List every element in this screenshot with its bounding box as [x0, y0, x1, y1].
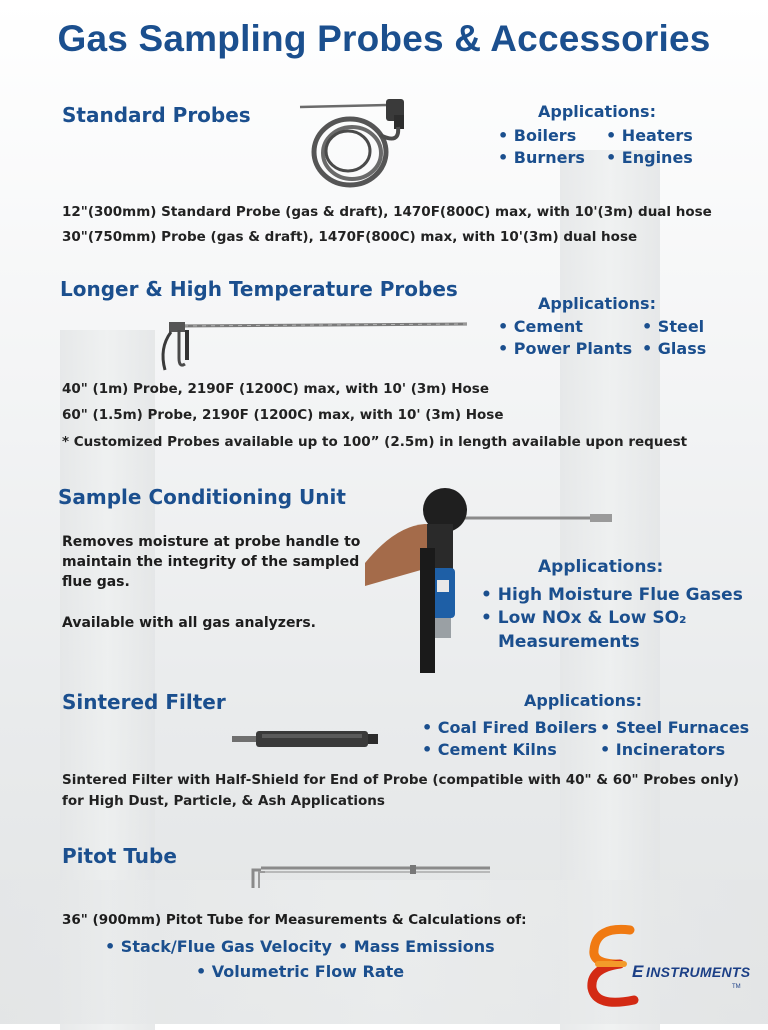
pitot-app-velocity: • Stack/Flue Gas Velocity — [105, 937, 332, 956]
conditioning-app-measurements: Measurements — [498, 632, 640, 652]
standard-probe-line-2: 30"(750mm) Probe (gas & draft), 1470F(800C) max, with 10'(3m) dual hose — [62, 229, 638, 245]
sintered-filter-line-2: for High Dust, Particle, & Ash Applications — [62, 793, 385, 809]
sintered-app-cement-kilns: • Cement Kilns — [422, 740, 557, 759]
sintered-applications-heading: Applications: — [524, 691, 642, 710]
sintered-app-coal-boilers: • Coal Fired Boilers — [422, 718, 597, 737]
standard-app-engines: • Engines — [606, 148, 693, 167]
page-title: Gas Sampling Probes & Accessories — [57, 18, 711, 59]
standard-probe-line-1: 12"(300mm) Standard Probe (gas & draft), 1470F(800C) max, with 10'(3m) dual hose — [62, 204, 712, 220]
longer-probe-line-2: 60" (1.5m) Probe, 2190F (1200C) max, with 10' (3m) Hose — [62, 407, 504, 423]
longer-probe-line-1: 40" (1m) Probe, 2190F (1200C) max, with 10' (3m) Hose — [62, 381, 489, 397]
longer-app-cement: • Cement — [498, 317, 583, 336]
high-temp-probe-image — [155, 318, 475, 378]
standard-app-heaters: • Heaters — [606, 126, 693, 145]
logo-e-letter: E — [632, 962, 644, 981]
sintered-filter-image — [232, 728, 382, 752]
logo-text: INSTRUMENTS — [646, 964, 751, 980]
sintered-app-steel-furnaces: • Steel Furnaces — [600, 718, 750, 737]
conditioning-app-high-moisture: • High Moisture Flue Gases — [481, 585, 743, 605]
longer-applications-heading: Applications: — [538, 294, 656, 313]
sintered-app-incinerators: • Incinerators — [600, 740, 726, 759]
longer-probes-heading: Longer & High Temperature Probes — [60, 277, 458, 301]
conditioning-app-low-nox: • Low NOx & Low SO₂ — [481, 608, 687, 628]
pitot-tube-image — [245, 860, 495, 892]
pitot-app-volumetric-flow: • Volumetric Flow Rate — [196, 962, 405, 981]
pitot-app-mass-emissions: • Mass Emissions — [338, 937, 495, 956]
longer-app-glass: • Glass — [642, 339, 707, 358]
pitot-tube-description: 36" (900mm) Pitot Tube for Measurements & Calculations of: — [62, 912, 527, 928]
longer-app-steel: • Steel — [642, 317, 705, 336]
standard-applications-heading: Applications: — [538, 102, 656, 121]
sintered-filter-heading: Sintered Filter — [62, 690, 226, 714]
standard-probe-image — [290, 95, 420, 195]
conditioning-description: Removes moisture at probe handle to maintain the integrity of the sampled flue gas. — [62, 534, 361, 590]
conditioning-unit-heading: Sample Conditioning Unit — [58, 485, 346, 509]
pitot-tube-heading: Pitot Tube — [62, 844, 177, 868]
standard-app-boilers: • Boilers — [498, 126, 577, 145]
sintered-filter-line-1: Sintered Filter with Half-Shield for End of Probe (compatible with 40" & 60" Probes only) — [62, 772, 740, 788]
e-instruments-logo — [584, 920, 754, 1010]
standard-app-burners: • Burners — [498, 148, 585, 167]
conditioning-availability: Available with all gas analyzers. — [62, 615, 316, 631]
conditioning-applications-heading: Applications: — [538, 557, 664, 577]
logo-trademark: TM — [732, 984, 741, 990]
standard-probes-heading: Standard Probes — [62, 103, 251, 127]
longer-app-power-plants: • Power Plants — [498, 339, 633, 358]
custom-probe-note: * Customized Probes available up to 100” (2.5m) in length available upon request — [62, 434, 688, 450]
